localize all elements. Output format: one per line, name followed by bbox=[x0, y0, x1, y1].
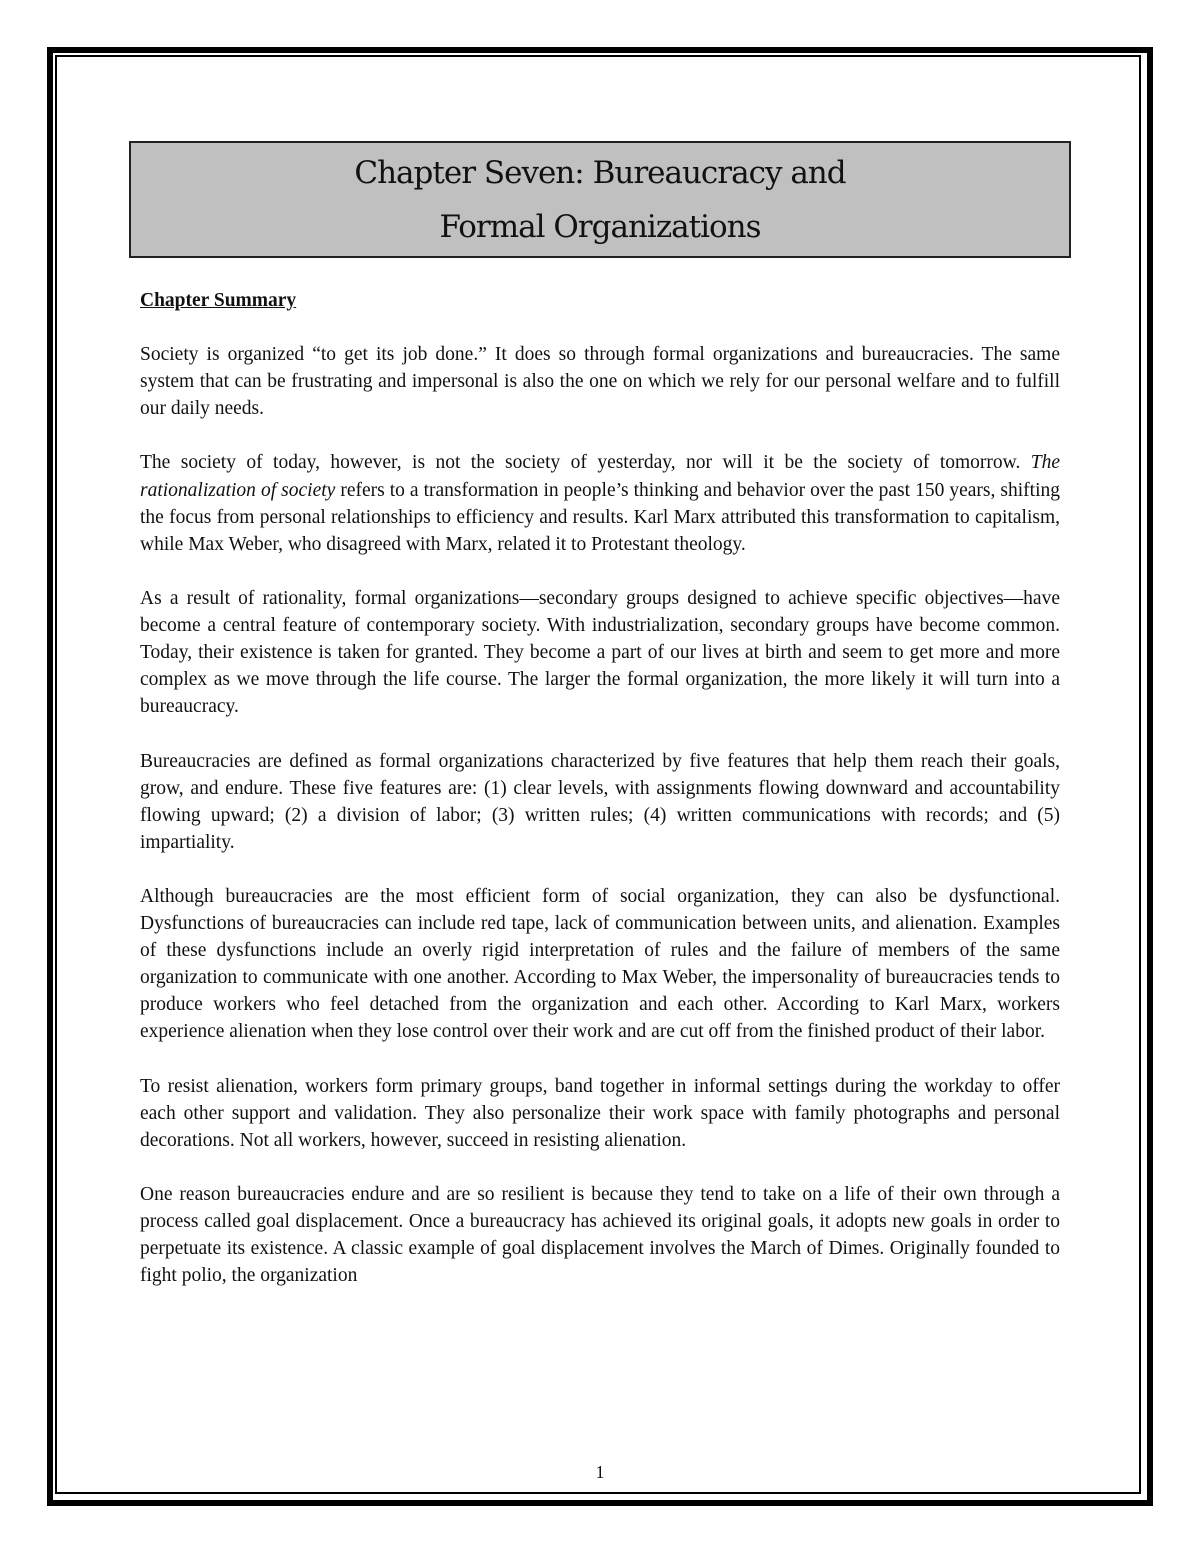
paragraph: Bureaucracies are defined as formal organizations characterized by five features that help them reach their goals, grow, and endure. These five features are: (1) clear levels, with assignments flowing downward and accountability flowing upward; (2) a division of labor; (3) written rules; (4) written communications with records; and (5) impartiality. bbox=[140, 750, 1060, 853]
paragraph-text: The society of today, however, is not the society of yesterday, nor will it be the society of tomorrow. bbox=[140, 452, 1031, 474]
chapter-title-line-2: Formal Organizations bbox=[439, 208, 761, 245]
chapter-title-box bbox=[129, 141, 1071, 258]
paragraph: Society is organized “to get its job done.” It does so through formal organizations and bureaucracies. The same system that can be frustrating and impersonal is also the one on which we rely for our personal welfare and to fulfill our daily needs. bbox=[140, 344, 1060, 420]
paragraph: Although bureaucracies are the most efficient form of social organization, they can also be dysfunctional. Dysfunctions of bureaucracies can include red tape, lack of communication between units, and alienation. Examples of these dysfunctions include an overly rigid interpretation of rules and the failure of members of the same organization to communicate with one another. According to Max Weber, the impersonality of bureaucracies tends to produce workers who feel detached from the organization and each other. According to Karl Marx, workers experience alienation when they lose control over their work and are cut off from the finished product of their labor. bbox=[140, 885, 1060, 1043]
paragraph bbox=[140, 449, 1060, 557]
paragraph-text: refers to a transformation in people’s thinking and behavior over the past 150 years, shifting the focus from personal relationships to efficiency and results. Karl Marx attributed this transformation to capitalism, while Max Weber, who disagreed with Marx, related it to Protestant theology. bbox=[140, 479, 1060, 555]
paragraph: To resist alienation, workers form primary groups, band together in informal settings during the workday to offer each other support and validation. They also personalize their work space with family photographs and personal decorations. Not all workers, however, succeed in resisting alienation. bbox=[140, 1075, 1060, 1151]
chapter-title-line-1: Chapter Seven: Bureaucracy and bbox=[354, 154, 846, 191]
italic-term: The rationalization of society bbox=[140, 452, 1060, 501]
chapter-summary bbox=[140, 287, 1060, 1316]
page-number: 1 bbox=[595, 1462, 605, 1482]
section-heading: Chapter Summary bbox=[140, 290, 297, 311]
paragraph: As a result of rationality, formal organizations—secondary groups designed to achieve specific objectives—have become a central feature of contemporary society. With industrialization, secondary groups have become common. Today, their existence is taken for granted. They become a part of our lives at birth and seem to get more and more complex as we move through the life course. The larger the formal organization, the more likely it will turn into a bureaucracy. bbox=[140, 587, 1060, 718]
paragraph: One reason bureaucracies endure and are so resilient is because they tend to take on a life of their own through a process called goal displacement. Once a bureaucracy has achieved its original goals, it adopts new goals in order to perpetuate its existence. A classic example of goal displacement involves the March of Dimes. Originally founded to fight polio, the organization bbox=[140, 1184, 1060, 1287]
